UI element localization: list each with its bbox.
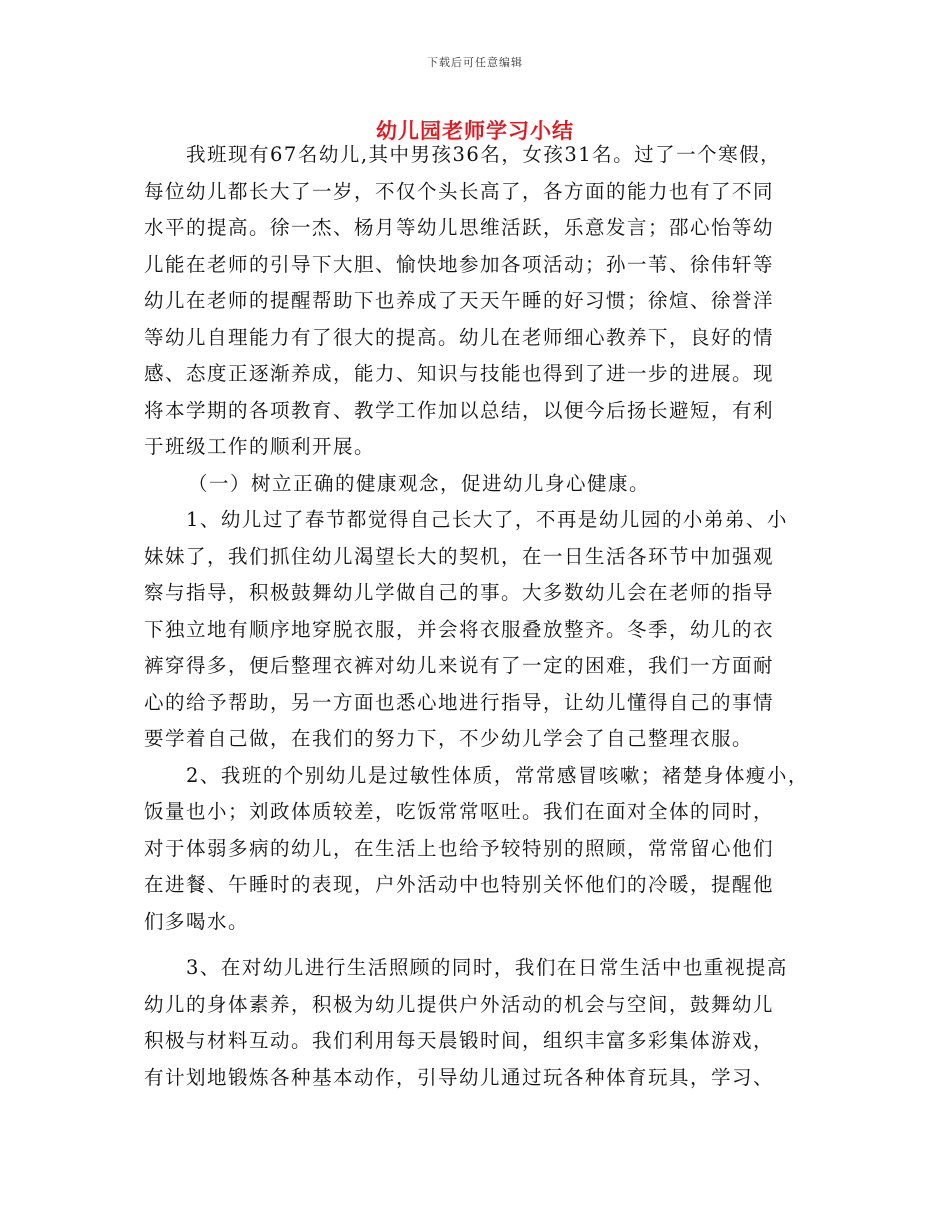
paragraph-line: 1、幼儿过了春节都觉得自己长大了，不再是幼儿园的小弟弟、小 (186, 508, 788, 531)
paragraph-line: 妹妹了，我们抓住幼儿渴望长大的契机，在一日生活各环节中加强观 (144, 544, 775, 568)
document-title: 幼儿园老师学习小结 (376, 118, 574, 143)
paragraph-line: 水平的提高。徐一杰、杨月等幼儿思维活跃，乐意发言；邵心怡等幼 (144, 216, 775, 239)
paragraph-gap (144, 940, 820, 950)
paragraph-line: 下独立地有顺序地穿脱衣服，并会将衣服叠放整齐。冬季，幼儿的衣 (144, 617, 775, 641)
paragraph-line: 幼儿的身体素养，积极为幼儿提供户外活动的机会与空间，鼓舞幼儿 (144, 992, 775, 1016)
paragraph-line: 在进餐、午睡时的表现，户外活动中也特别关怀他们的冷暖，提醒他 (144, 873, 775, 896)
paragraph-line: 儿能在老师的引导下大胆、愉快地参加各项活动；孙一苇、徐伟轩等 (144, 252, 775, 276)
paragraph-line: 3、在对幼儿进行生活照顾的同时，我们在日常生活中也重视提高 (186, 956, 788, 979)
paragraph-line: 幼儿在老师的提醒帮助下也养成了天天午睡的好习惯；徐煊、徐誉洋 (144, 289, 775, 312)
paragraph-line: 有计划地锻炼各种基本动作，引导幼儿通过玩各种体育玩具，学习、 (144, 1065, 775, 1089)
section-heading: （一）树立正确的健康观念，促进幼儿身心健康。 (188, 471, 651, 495)
paragraph-line: 感、态度正逐渐养成，能力、知识与技能也得到了进一步的进展。现 (144, 362, 775, 385)
document-body (144, 137, 820, 1096)
paragraph-line: 每位幼儿都长大了一岁，不仅个头长高了，各方面的能力也有了不同 (144, 179, 775, 203)
paragraph-line: 等幼儿自理能力有了很大的提高。幼儿在老师细心教养下，良好的情 (144, 325, 775, 349)
paragraph-line: 裤穿得多，便后整理衣裤对幼儿来说有了一定的困难，我们一方面耐 (144, 654, 775, 677)
paragraph-line: 们多喝水。 (144, 909, 250, 933)
paragraph-line: 将本学期的各项教育、教学工作加以总结，以便今后扬长避短，有利 (144, 398, 775, 422)
paragraph-line: 于班级工作的顺利开展。 (144, 435, 376, 458)
paragraph-line: 对于体弱多病的幼儿，在生活上也给予较特别的照顾，常常留心他们 (144, 836, 775, 860)
paragraph-line: 饭量也小；刘政体质较差，吃饭常常呕吐。我们在面对全体的同时， (144, 800, 775, 823)
paragraph-line: 2、我班的个别幼儿是过敏性体质，常常感冒咳嗽；褚楚身体瘦小， (186, 763, 809, 787)
paragraph-line: 心的给予帮助，另一方面也悉心地进行指导，让幼儿懂得自己的事情 (144, 690, 775, 714)
paragraph-line: 我班现有67名幼儿,其中男孩36名，女孩31名。过了一个寒假， (186, 143, 782, 166)
paragraph-line: 积极与材料互动。我们利用每天晨锻时间，组织丰富多彩集体游戏， (144, 1029, 775, 1052)
header-note: 下载后可任意编辑 (427, 56, 523, 69)
paragraph-line: 要学着自己做，在我们的努力下，不少幼儿学会了自己整理衣服。 (144, 727, 754, 750)
paragraph-line: 察与指导，积极鼓舞幼儿学做自己的事。大多数幼儿会在老师的指导 (144, 581, 775, 604)
